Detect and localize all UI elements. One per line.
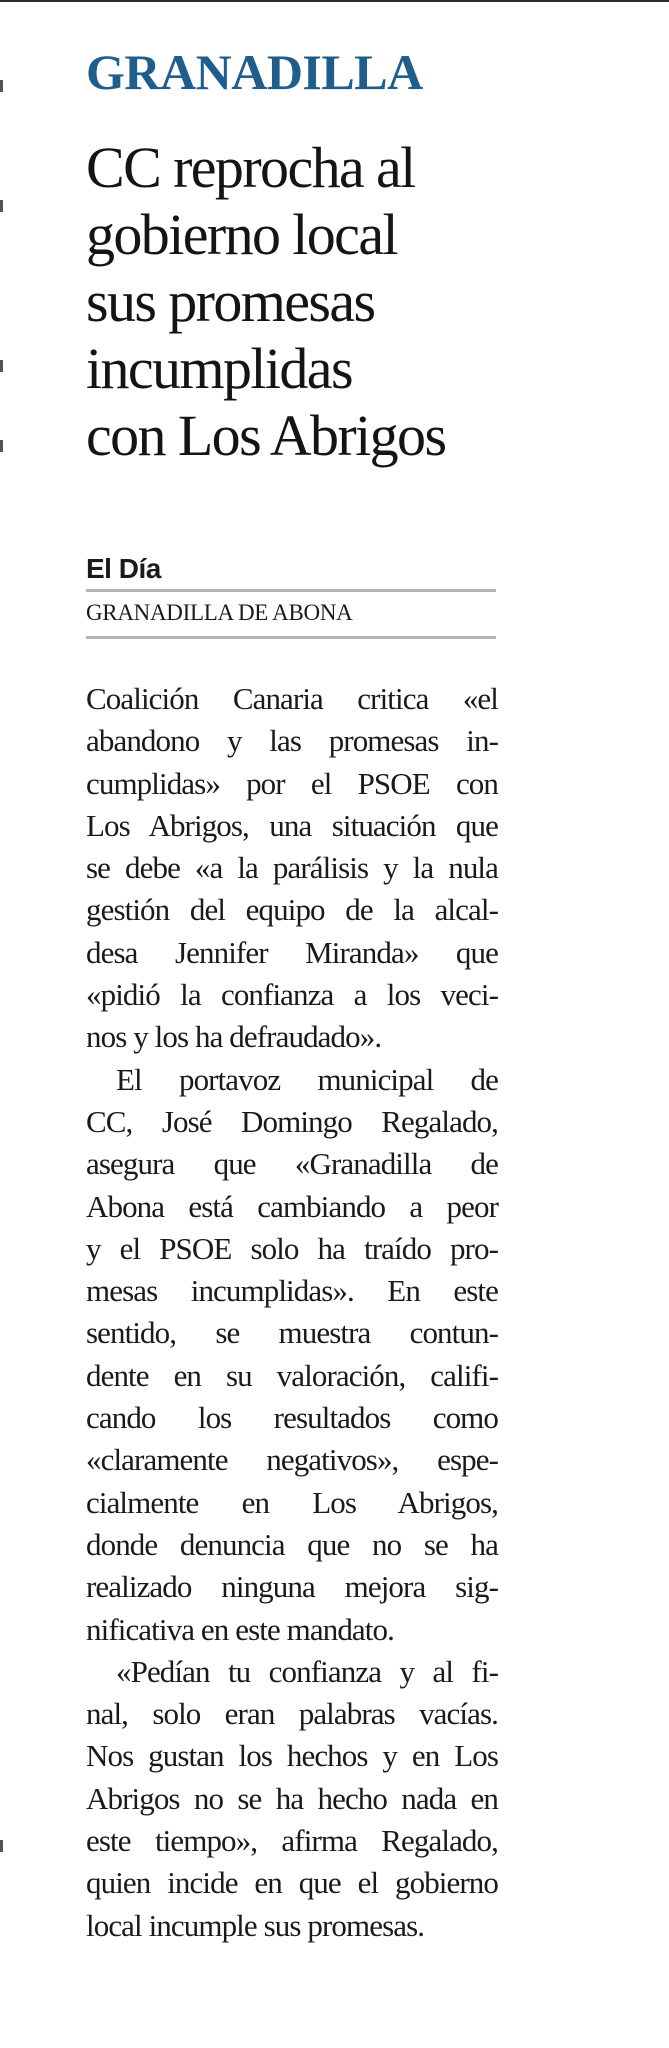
article-line: «Pedían tu confianza y al fi- [116,1653,498,1689]
page-edge-marks [0,60,4,1960]
article-line: realizado ninguna mejora sig- [86,1569,498,1605]
byline: El Día [86,553,161,584]
article-line: sentido, se muestra contun- [86,1315,498,1351]
article-line: cialmente en Los Abrigos, [86,1484,498,1520]
headline-line: sus promesas [86,269,375,334]
article-line: asegura que «Granadilla de [86,1146,498,1182]
article-paragraph [86,678,498,1059]
article-line: abandono y las promesas in- [86,723,498,759]
dateline-location: GRANADILLA DE ABONA [86,600,353,625]
article-line: local incumple sus promesas. [86,1907,425,1943]
article-line: nos y los ha defraudado». [86,1019,382,1055]
headline [86,134,526,469]
article-paragraph [86,1059,498,1651]
headline-line: CC reprocha al [86,135,415,200]
article-body [86,678,498,1947]
article-line: gestión del equipo de la alcal- [86,892,498,928]
article-line: desa Jennifer Miranda» que [86,934,498,970]
headline-line: incumplidas [86,336,352,401]
article-line: mesas incumplidas». En este [86,1273,498,1309]
headline-line: gobierno local [86,202,397,267]
article-line: se debe «a la parálisis y la nula [86,850,498,886]
article-paragraph [86,1651,498,1947]
article-line: nificativa en este mandato. [86,1611,394,1647]
article-line: cumplidas» por el PSOE con [86,765,498,801]
article-line: Los Abrigos, una situación que [86,807,498,843]
article-line: Coalición Canaria critica «el [86,681,498,716]
article-line: CC, José Domingo Regalado, [86,1103,498,1139]
article-line: El portavoz municipal de [116,1061,498,1097]
article-line: Abrigos no se ha hecho nada en [86,1780,498,1816]
article-line: nal, solo eran palabras vacías. [86,1696,498,1732]
article-line: dente en su valoración, califi- [86,1357,498,1393]
article-line: y el PSOE solo ha traído pro- [86,1230,498,1266]
article-line: donde denuncia que no se ha [86,1526,498,1562]
article-line: «pidió la confianza a los veci- [86,977,498,1013]
article-line: «claramente negativos», espe- [86,1442,498,1478]
article-line: quien incide en que el gobierno [86,1865,498,1901]
headline-line: con Los Abrigos [86,403,446,468]
article-line: Abona está cambiando a peor [86,1188,498,1224]
divider [86,589,496,592]
article-line: este tiempo», afirma Regalado, [86,1823,498,1859]
top-rule [0,0,669,2]
divider [86,636,496,639]
article-line: cando los resultados como [86,1400,498,1436]
article-line: Nos gustan los hechos y en Los [86,1738,498,1774]
section-title: GRANADILLA [86,44,423,100]
